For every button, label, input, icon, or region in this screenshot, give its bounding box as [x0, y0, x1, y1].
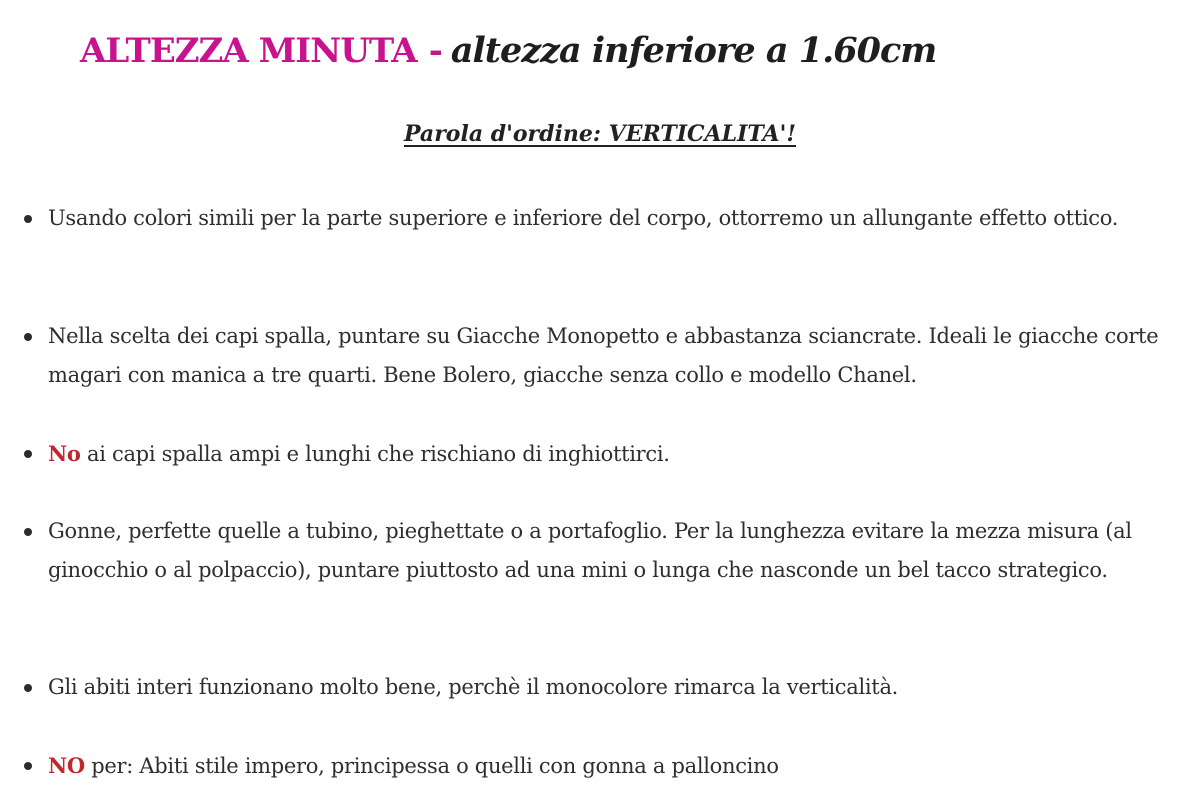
tip-text: per: Abiti stile impero, principessa o quelli con gonna a palloncino	[84, 754, 779, 778]
tip-text: Usando colori simili per la parte superiore e inferiore del corpo, ottorremo un allungante effetto ottico.	[48, 206, 1119, 230]
tip-item	[48, 668, 1173, 707]
motto-heading	[0, 121, 1200, 147]
title-main: ALTEZZA MINUTA	[80, 31, 417, 71]
title-dash: -	[428, 31, 443, 71]
tip-item	[48, 746, 1173, 786]
tip-text: Gli abiti interi funzionano molto bene, perchè il monocolore rimarca la verticalità.	[48, 675, 899, 699]
no-highlight: No	[48, 441, 81, 466]
page-title	[80, 30, 936, 71]
no-highlight: NO	[48, 753, 85, 778]
motto-text: Parola d'ordine: VERTICALITA'!	[403, 121, 796, 147]
tip-item	[48, 317, 1173, 395]
tip-text: ai capi spalla ampi e lunghi che rischiano di inghiottirci.	[80, 442, 670, 466]
tip-item	[48, 199, 1173, 238]
tip-item	[48, 434, 1173, 474]
title-subtitle: altezza inferiore a 1.60cm	[450, 30, 937, 71]
tip-text: Nella scelta dei capi spalla, puntare su Giacche Monopetto e abbastanza sciancrate. Ideali le giacche corte magari con manica a tre quarti. Bene Bolero, giacche senza collo e modello Chanel.	[48, 324, 1159, 387]
tip-item	[48, 512, 1173, 590]
tip-text: Gonne, perfette quelle a tubino, pieghettate o a portafoglio. Per la lunghezza evitare la mezza misura (al ginocchio o al polpaccio), puntare piuttosto ad una mini o lunga che nasconde un bel tacco strategico.	[48, 519, 1132, 582]
